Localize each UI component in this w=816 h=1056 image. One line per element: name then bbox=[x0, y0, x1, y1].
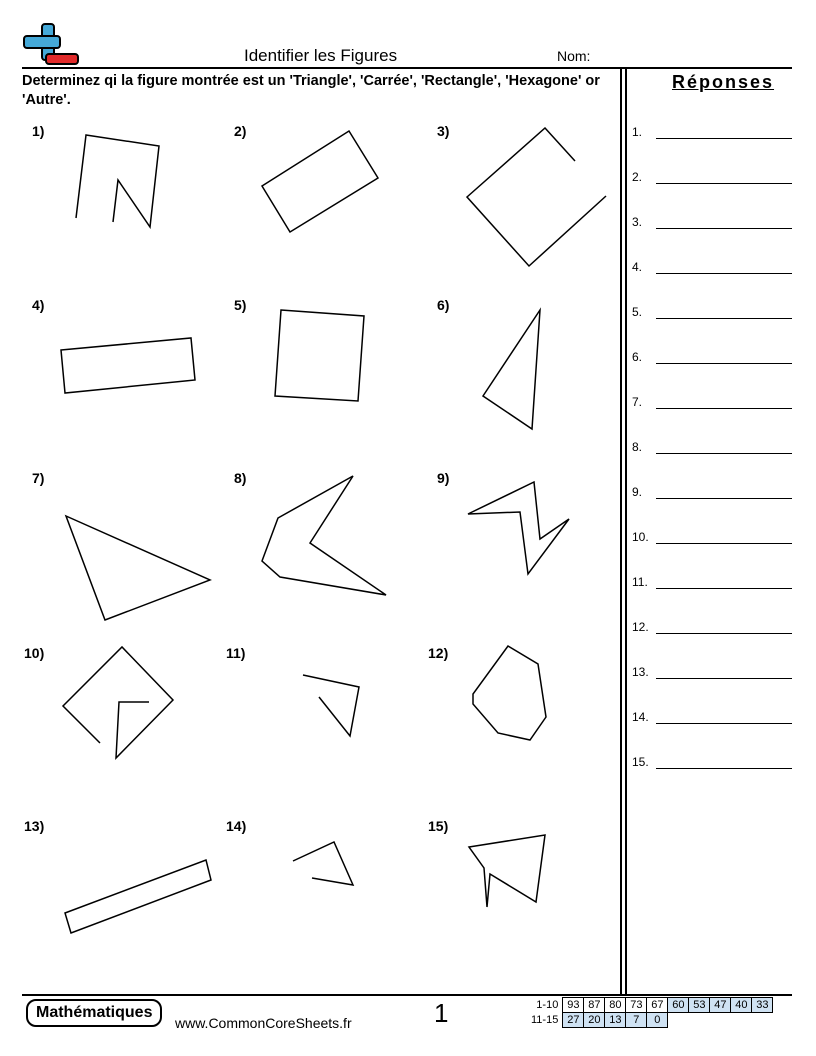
answer-number: 7. bbox=[632, 395, 643, 409]
figure-5 bbox=[275, 310, 364, 401]
answer-row[interactable] bbox=[632, 434, 792, 454]
answer-row[interactable] bbox=[632, 749, 792, 769]
score-key-cell: 27 bbox=[563, 1013, 584, 1028]
question-number: 13) bbox=[24, 818, 45, 834]
score-key-cell: 87 bbox=[584, 998, 605, 1013]
answer-number: 14. bbox=[632, 710, 649, 724]
figure-12 bbox=[473, 646, 546, 740]
answer-column-divider bbox=[625, 67, 627, 995]
answer-number: 15. bbox=[632, 755, 649, 769]
question-number: 10) bbox=[24, 645, 45, 661]
figure-4 bbox=[61, 338, 195, 393]
figure-14 bbox=[293, 842, 353, 885]
answer-blank[interactable] bbox=[656, 543, 792, 544]
answer-blank[interactable] bbox=[656, 678, 792, 679]
answer-blank[interactable] bbox=[656, 633, 792, 634]
score-key-cell: 33 bbox=[752, 998, 773, 1013]
answer-row[interactable] bbox=[632, 164, 792, 184]
figure-13 bbox=[65, 860, 211, 933]
question-number: 4) bbox=[32, 297, 45, 313]
answer-row[interactable] bbox=[632, 119, 792, 139]
score-key-cell: 80 bbox=[605, 998, 626, 1013]
answer-blank[interactable] bbox=[656, 588, 792, 589]
answer-blank[interactable] bbox=[656, 138, 792, 139]
answer-column-divider bbox=[620, 67, 622, 995]
answer-blank[interactable] bbox=[656, 183, 792, 184]
answer-number: 12. bbox=[632, 620, 649, 634]
score-key-label: 1-10 bbox=[536, 999, 559, 1011]
question-number: 5) bbox=[234, 297, 247, 313]
figure-6 bbox=[483, 310, 540, 429]
figure-3 bbox=[467, 128, 606, 266]
answer-row[interactable] bbox=[632, 524, 792, 544]
question-number: 3) bbox=[437, 123, 450, 139]
score-key-table bbox=[528, 997, 773, 1028]
answer-row[interactable] bbox=[632, 479, 792, 499]
figure-1 bbox=[76, 135, 159, 227]
figure-11 bbox=[303, 675, 359, 736]
score-key-cell: 40 bbox=[731, 998, 752, 1013]
question-number: 11) bbox=[226, 645, 246, 661]
answer-row[interactable] bbox=[632, 254, 792, 274]
question-number: 8) bbox=[234, 470, 247, 486]
score-key-cell: 7 bbox=[626, 1013, 647, 1028]
answer-number: 8. bbox=[632, 440, 643, 454]
answer-number: 4. bbox=[632, 260, 643, 274]
question-number: 7) bbox=[32, 470, 45, 486]
footer-divider bbox=[22, 994, 792, 996]
score-key-cell: 73 bbox=[626, 998, 647, 1013]
answer-row[interactable] bbox=[632, 614, 792, 634]
answer-number: 1. bbox=[632, 125, 643, 139]
score-key-cell: 67 bbox=[647, 998, 668, 1013]
score-key-row bbox=[528, 1013, 773, 1028]
score-key-label: 11-15 bbox=[531, 1014, 559, 1026]
answer-blank[interactable] bbox=[656, 408, 792, 409]
answer-row[interactable] bbox=[632, 569, 792, 589]
answer-blank[interactable] bbox=[656, 228, 792, 229]
answer-row[interactable] bbox=[632, 704, 792, 724]
figure-8 bbox=[262, 476, 386, 595]
answer-blank[interactable] bbox=[656, 453, 792, 454]
answer-number: 6. bbox=[632, 350, 643, 364]
answer-number: 11. bbox=[632, 575, 648, 589]
question-number: 12) bbox=[428, 645, 449, 661]
answer-blank[interactable] bbox=[656, 768, 792, 769]
answer-blank[interactable] bbox=[656, 363, 792, 364]
answer-blank[interactable] bbox=[656, 498, 792, 499]
figure-9 bbox=[468, 482, 569, 574]
name-label: Nom: bbox=[557, 48, 591, 64]
question-number: 6) bbox=[437, 297, 450, 313]
figure-10 bbox=[63, 647, 173, 758]
instructions: Determinez qi la figure montrée est un 'Triangle', 'Carrée', 'Rectangle', 'Hexagone' or 'Autre'. bbox=[22, 73, 600, 108]
answer-blank[interactable] bbox=[656, 723, 792, 724]
score-key-cell: 20 bbox=[584, 1013, 605, 1028]
question-number: 15) bbox=[428, 818, 449, 834]
answer-number: 5. bbox=[632, 305, 643, 319]
answer-number: 10. bbox=[632, 530, 649, 544]
answer-blank[interactable] bbox=[656, 318, 792, 319]
answer-number: 2. bbox=[632, 170, 643, 184]
brand-badge: Mathématiques bbox=[26, 999, 162, 1027]
answer-row[interactable] bbox=[632, 299, 792, 319]
answer-row[interactable] bbox=[632, 209, 792, 229]
answers-title: Réponses bbox=[672, 72, 775, 92]
answer-number: 13. bbox=[632, 665, 649, 679]
question-number: 9) bbox=[437, 470, 450, 486]
answer-number: 9. bbox=[632, 485, 643, 499]
score-key-cell: 93 bbox=[563, 998, 584, 1013]
score-key-row bbox=[528, 998, 773, 1013]
score-key-cell: 13 bbox=[605, 1013, 626, 1028]
score-key-cell: 47 bbox=[710, 998, 731, 1013]
score-key-cell: 0 bbox=[647, 1013, 668, 1028]
site-url: www.CommonCoreSheets.fr bbox=[175, 1015, 352, 1031]
figure-2 bbox=[262, 131, 378, 232]
score-key-cell: 60 bbox=[668, 998, 689, 1013]
question-number: 2) bbox=[234, 123, 247, 139]
answer-row[interactable] bbox=[632, 389, 792, 409]
answer-number: 3. bbox=[632, 215, 643, 229]
figure-7 bbox=[66, 516, 210, 620]
question-number: 14) bbox=[226, 818, 247, 834]
page-number: 1 bbox=[434, 998, 449, 1028]
answer-blank[interactable] bbox=[656, 273, 792, 274]
question-number: 1) bbox=[32, 123, 45, 139]
answer-row[interactable] bbox=[632, 659, 792, 679]
page-title: Identifier les Figures bbox=[244, 46, 398, 65]
score-key-cell: 53 bbox=[689, 998, 710, 1013]
figure-15 bbox=[469, 835, 545, 907]
answer-row[interactable] bbox=[632, 344, 792, 364]
